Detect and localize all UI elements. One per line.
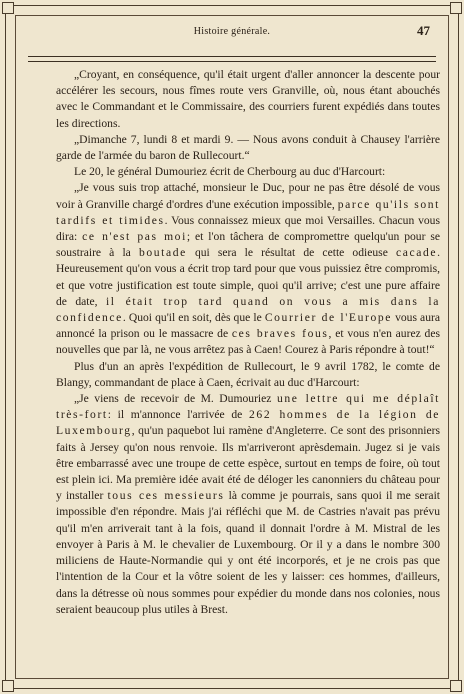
spaced-emphasis: ce n'est pas moi (82, 230, 187, 244)
text-run: ; et l'on tâchera de compromettre quelqu'un pour se soustraire à la (56, 230, 440, 260)
text-run: . Heureusement qu'on vous a écrit trop tard pour que vous puissiez être compromis, et que votre justification est toute simple, quoi qu'il arrive; c'est une pure affaire de date, (56, 246, 441, 308)
text-run: , et vous n'en aurez des nouvelles que par là, ne vous arrêtez pas à Caen! Courez à Paris répondre à tout!“ (56, 327, 440, 357)
text-run: qui sera le résultat de cette odieuse (186, 246, 396, 260)
spaced-emphasis: boutade (138, 246, 187, 260)
paragraph (56, 359, 440, 391)
header-rule (28, 56, 436, 62)
corner-ornament (450, 680, 462, 692)
paragraph (56, 132, 440, 164)
corner-ornament (2, 680, 14, 692)
body-text (56, 67, 440, 618)
text-run: „Croyant, en conséquence, qu'il était urgent d'aller annoncer la descente pour accélérer les secours, nous fîmes route vers Granville, où, nous étant abouchés avec le Commandant et le Commissaire, des courriers furent expédiés dans toutes les directions. (56, 68, 440, 130)
spaced-emphasis: parce qu'ils sont tardifs et timides (56, 197, 440, 227)
text-run: . Quoi qu'il en soit, dès que le (122, 311, 265, 325)
text-run: . Vous connaissez mieux que moi Versailles. Chacun vous dira: (56, 213, 440, 244)
running-title: Histoire générale. (193, 26, 271, 37)
text-run: „Je viens de recevoir de M. Dumouriez (74, 392, 277, 406)
spaced-emphasis: une lettre qui me déplaît très-fort (56, 392, 440, 422)
paragraph (56, 67, 440, 132)
paragraph (56, 180, 440, 358)
spaced-emphasis: il était trop tard quand on vous a mis dans la confidence (56, 294, 440, 325)
page-number: 47 (417, 23, 430, 38)
text-run: Le 20, le général Dumouriez écrit de Cherbourg au duc d'Harcourt: (74, 165, 386, 179)
spaced-emphasis: 262 hommes de la légion de Luxembourg (56, 408, 440, 438)
text-run: : il m'annonce l'arrivée de (107, 408, 250, 422)
text-run: „Dimanche 7, lundi 8 et mardi 9. — Nous avons conduit à Chausey l'arrière garde de l'armée du baron de Rullecourt.“ (56, 132, 440, 163)
text-run: vous aura annoncé la prison ou le massacre de (56, 311, 441, 341)
paragraph (56, 164, 440, 180)
page-header (30, 22, 434, 42)
text-run: Plus d'un an après l'expédition de Rullecourt, le 9 avril 1782, le comte de Blangy, commandant de place à Caen, écrivait au duc d'Harcourt: (56, 359, 440, 389)
spaced-emphasis: cacade (395, 246, 438, 260)
text-run: là comme je pourrais, sans quoi il me serait impossible d'en répondre. Mais j'ai réfléchi que M. de Castries n'avait pas prévu qu'il m'en arriverait tant à la fois, quand il donnait l'ordre à M. Mistral de les envoyer à Paris à M. le chevalier de Luxembourg. Or il y a dans le nombre 300 miliciens de Haute-Normandie qui y ont été incorporés, et je ne crois pas que l'intention de la Cour et la vôtre soient de les y laisser: ces hommes, d'ailleurs, dans la détresse où nous sommes pour expédier du monde dans nos colonies, nous seraient beaucoup plus utiles à Brest. (56, 489, 441, 616)
text-run: „Je vous suis trop attaché, monsieur le Duc, pour ne pas être désolé de vous voir à Granville chargé d'ordres d'une exécution impossible, (56, 181, 440, 211)
corner-ornament (450, 2, 462, 14)
spaced-emphasis: tous ces messieurs (107, 489, 225, 503)
text-run: , qu'un paquebot lui ramène d'Angleterre. Ce sont des prisonniers faits à Jersey qu'on nous renvoie. Ils m'arriveront aprèsdemain. Jugez si je vais être embarrassé avec une troupe de cette espèce, surtout en temps de foire, où tout est plein ici. Ma première idée avait été de déloger les canonniers du château pour y installer (56, 424, 440, 503)
spaced-emphasis: ces braves fous (231, 327, 329, 341)
spaced-emphasis: Courrier de l'Europe (264, 311, 392, 325)
paragraph (56, 391, 440, 618)
corner-ornament (2, 2, 14, 14)
